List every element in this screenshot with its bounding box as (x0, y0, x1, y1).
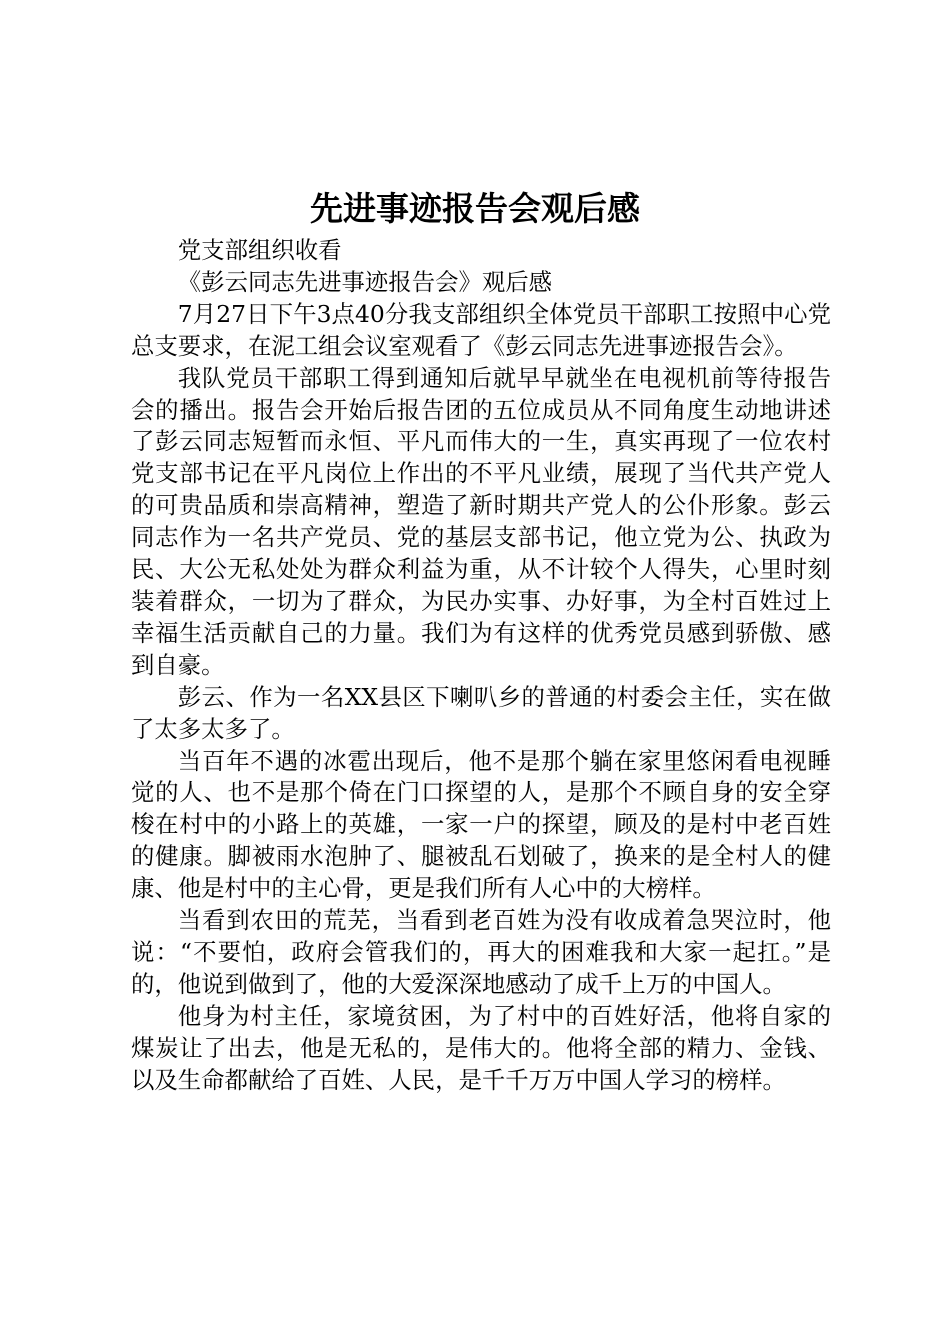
paragraph-selfless: 他身为村主任，家境贫困，为了村中的百姓好活，他将自家的煤炭让了出去，他是无私的，是伟大的。他将全部的精力、金钱、以及生命都献给了百姓、人民，是千千万万中国人学习的榜样。 (131, 1001, 831, 1094)
paragraph-organizer: 党支部组织收看 (177, 236, 342, 264)
paragraph-intro: 7月27日下午3点40分我支部组织全体党员干部职工按照中心党总支要求，在泥工组会议室观看了《彭云同志先进事迹报告会》。 (131, 299, 831, 360)
paragraph-village-director: 彭云、作为一名XX县区下喇叭乡的普通的村委会主任，实在做了太多太多了。 (131, 682, 831, 743)
document-body (131, 235, 831, 1096)
document-title: 先进事迹报告会观后感 (310, 189, 640, 228)
paragraph-subtitle: 《彭云同志先进事迹报告会》观后感 (177, 267, 553, 296)
paragraph-report-content: 我队党员干部职工得到通知后就早早就坐在电视机前等待报告会的播出。报告会开始后报告团的五位成员从不同角度生动地讲述了彭云同志短暂而永恒、平凡而伟大的一生，真实再现了一位农村党支部书记在平凡岗位上作出的不平凡业绩，展现了当代共产党人的可贵品质和崇高精神，塑造了新时期共产党人的公仆形象。彭云同志作为一名共产党员、党的基层支部书记，他立党为公、执政为民、大公无私处处为群众利益为重，从不计较个人得失，心里时刻装着群众，一切为了群众，为民办实事、办好事，为全村百姓过上幸福生活贡献自己的力量。我们为有这样的优秀党员感到骄傲、感到自豪。 (131, 363, 831, 679)
paragraph-hailstorm: 当百年不遇的冰雹出现后，他不是那个躺在家里悠闲看电视睡觉的人、也不是那个倚在门口探望的人，是那个不顾自身的安全穿梭在村中的小路上的英雄，一家一户的探望，顾及的是村中老百姓的健康。脚被雨水泡肿了、腿被乱石划破了，换来的是全村人的健康、他是村中的主心骨，更是我们所有人心中的大榜样。 (131, 746, 831, 903)
paragraph-farmland: 当看到农田的荒芜，当看到老百姓为没有收成着急哭泣时，他说：“不要怕，政府会管我们的，再大的困难我和大家一起扛。”是的，他说到做到了，他的大爱深深地感动了成千上万的中国人。 (131, 906, 831, 998)
